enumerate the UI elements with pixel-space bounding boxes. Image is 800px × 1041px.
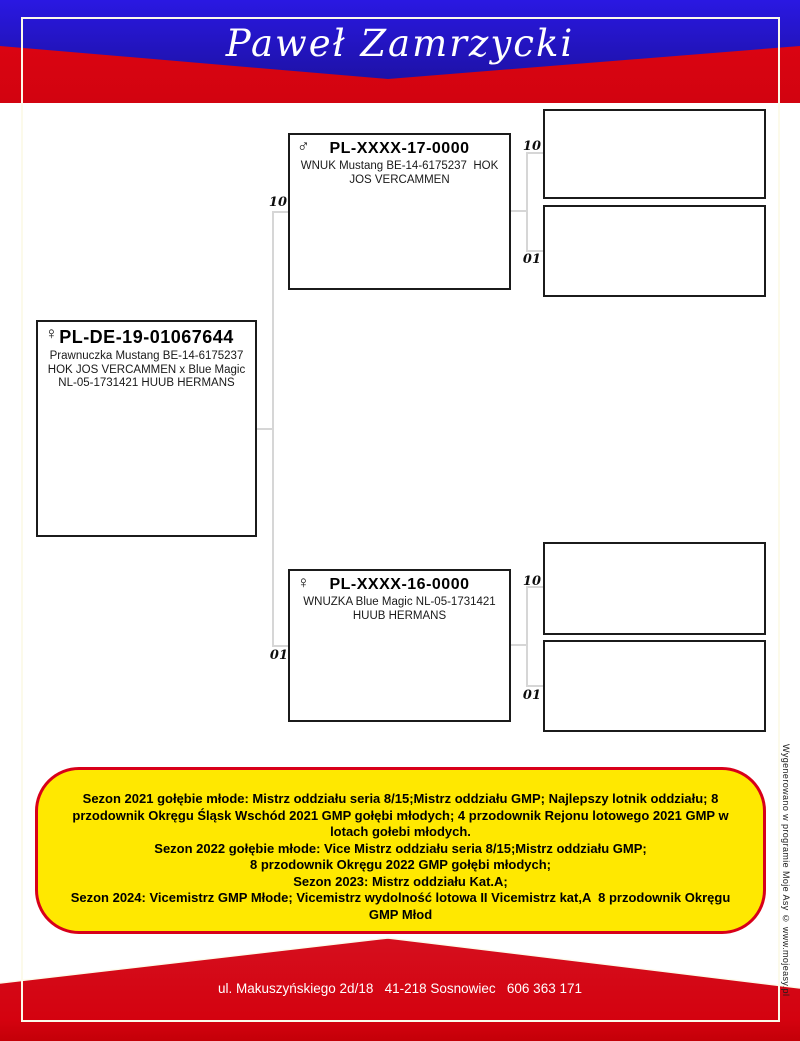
- breeder-address: ul. Makuszyńskiego 2d/18 41-218 Sosnowiec 606 363 171: [218, 981, 582, 996]
- connector-father-stub: [272, 211, 288, 213]
- connector-father-vertical: [526, 153, 528, 251]
- achievements-box: [35, 767, 766, 934]
- grandsire-maternal-box: [543, 542, 766, 635]
- achievement-line: Sezon 2023: Mistrz oddziału Kat.A;: [293, 873, 508, 889]
- connector-mother-dam-stub: [526, 685, 543, 687]
- breeder-name-title: Paweł Zamrzycki: [225, 22, 575, 65]
- father-pigeon-box: [288, 133, 511, 290]
- main-pigeon-box: [36, 320, 257, 537]
- connector-label-mother-sire: 10: [522, 574, 541, 589]
- granddam-paternal-box: [543, 205, 766, 297]
- female-symbol-icon: ♀: [45, 324, 58, 343]
- mother-description: WNUZKA Blue Magic NL-05-1731421 HUUB HERMANS: [303, 596, 499, 622]
- connector-label-father-sire: 10: [522, 139, 541, 154]
- father-ring-number: PL-XXXX-17-0000: [329, 140, 470, 157]
- achievement-line: Sezon 2024: Vicemistrz GMP Młode; Vicemistrz wydolność lotowa II Vicemistrz kat,A 8 przodownik Okręgu GMP Młod: [70, 890, 734, 922]
- connector-father-line: [511, 210, 527, 212]
- achievement-line: Sezon 2021 gołębie młode: Mistrz oddziału seria 8/15;Mistrz oddziału GMP; Najlepszy lotnik oddziału; 8 przodownik Okręgu Śląsk Wschód 2021 GMP gołębi młodych; 4 przodownik Rejonu lotowego 2021 GMP w lotach gołebi młodych.: [72, 791, 733, 839]
- female-symbol-icon: ♀: [297, 573, 310, 592]
- connector-label-father: 10: [268, 195, 287, 210]
- connector-mother-vertical: [526, 587, 528, 687]
- grandsire-paternal-box: [543, 109, 766, 199]
- connector-mother-line: [511, 644, 527, 646]
- generator-watermark: Wygenerowano w programie Moje Asy © www.mojeasy.pl: [781, 744, 791, 997]
- achievement-line: Sezon 2022 gołębie młode: Vice Mistrz oddziału seria 8/15;Mistrz oddziału GMP;: [154, 840, 647, 856]
- connector-label-mother-dam: 01: [522, 688, 541, 703]
- connector-main-vertical: [272, 212, 274, 647]
- connector-label-mother: 01: [269, 648, 288, 663]
- male-symbol-icon: ♂: [297, 137, 310, 156]
- achievement-line: 8 przodownik Okręgu 2022 GMP gołębi młodych;: [250, 857, 551, 872]
- header-banner: [0, 0, 800, 103]
- mother-ring-number: PL-XXXX-16-0000: [329, 576, 470, 593]
- granddam-maternal-box: [543, 640, 766, 732]
- father-description: WNUK Mustang BE-14-6175237 HOK JOS VERCAMMEN: [300, 160, 502, 186]
- mother-pigeon-box: [288, 569, 511, 722]
- connector-main-line: [256, 428, 273, 430]
- main-description: Prawnuczka Mustang BE-14-6175237 HOK JOS VERCAMMEN x Blue Magic NL-05-1731421 HUUB HERMANS: [47, 350, 249, 389]
- main-ring-number: PL-DE-19-01067644: [59, 327, 234, 347]
- connector-mother-stub: [272, 645, 288, 647]
- connector-label-father-dam: 01: [522, 252, 541, 267]
